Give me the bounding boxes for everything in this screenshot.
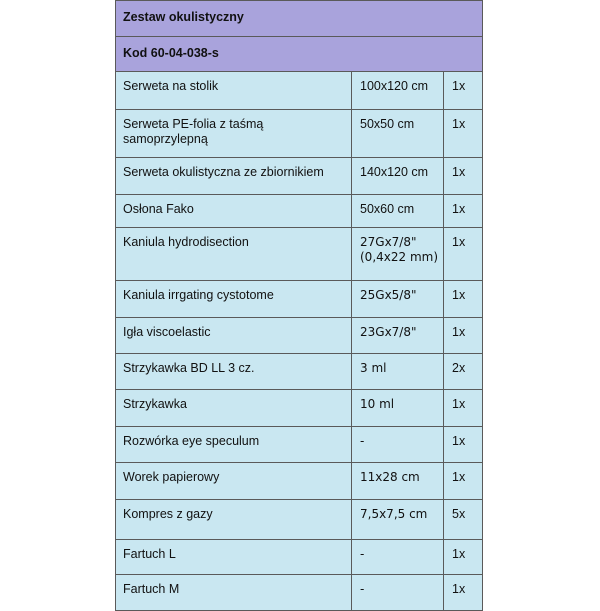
table-row	[116, 72, 483, 110]
kit-code-row	[116, 37, 483, 72]
table-row	[116, 575, 483, 611]
kit-code: Kod 60-04-038-s	[116, 37, 483, 72]
item-name: Worek papierowy	[116, 463, 352, 500]
item-qty: 1x	[444, 158, 483, 195]
item-size: 140x120 cm	[352, 158, 444, 195]
table-row	[116, 390, 483, 427]
item-qty: 1x	[444, 427, 483, 463]
table-row	[116, 158, 483, 195]
item-qty: 1x	[444, 228, 483, 281]
item-name: Fartuch M	[116, 575, 352, 611]
item-name: Serweta PE-folia z taśmą samoprzylepną	[116, 110, 352, 158]
item-size: 10 ml	[352, 390, 444, 427]
item-qty: 1x	[444, 463, 483, 500]
table-row	[116, 110, 483, 158]
item-size: 100x120 cm	[352, 72, 444, 110]
kit-title: Zestaw okulistyczny	[116, 1, 483, 37]
item-size: 50x60 cm	[352, 195, 444, 228]
item-name: Strzykawka	[116, 390, 352, 427]
item-name: Serweta na stolik	[116, 72, 352, 110]
kit-title-row	[116, 1, 483, 37]
item-qty: 1x	[444, 195, 483, 228]
item-qty: 1x	[444, 110, 483, 158]
kit-table	[115, 0, 483, 611]
item-size: 3 ml	[352, 354, 444, 390]
table-row	[116, 500, 483, 540]
item-name: Kaniula hydrodisection	[116, 228, 352, 281]
item-name: Fartuch L	[116, 540, 352, 575]
item-qty: 1x	[444, 540, 483, 575]
item-name: Rozwórka eye speculum	[116, 427, 352, 463]
table-row	[116, 195, 483, 228]
item-name: Kompres z gazy	[116, 500, 352, 540]
table-row	[116, 463, 483, 500]
item-size: 7,5x7,5 cm	[352, 500, 444, 540]
item-qty: 1x	[444, 281, 483, 318]
item-size: 23Gx7/8"	[352, 318, 444, 354]
kit-table-container	[115, 0, 482, 611]
item-size: 11x28 cm	[352, 463, 444, 500]
item-qty: 1x	[444, 318, 483, 354]
table-row	[116, 281, 483, 318]
table-row	[116, 228, 483, 281]
item-qty: 2x	[444, 354, 483, 390]
item-size: 25Gx5/8"	[352, 281, 444, 318]
item-name: Kaniula irrgating cystotome	[116, 281, 352, 318]
table-row	[116, 318, 483, 354]
item-name: Strzykawka BD LL 3 cz.	[116, 354, 352, 390]
item-qty: 1x	[444, 390, 483, 427]
item-name: Igła viscoelastic	[116, 318, 352, 354]
item-size: 27Gx7/8" (0,4x22 mm)	[352, 228, 444, 281]
table-row	[116, 354, 483, 390]
item-size: -	[352, 575, 444, 611]
item-name: Osłona Fako	[116, 195, 352, 228]
item-qty: 5x	[444, 500, 483, 540]
table-row	[116, 540, 483, 575]
table-row	[116, 427, 483, 463]
item-qty: 1x	[444, 575, 483, 611]
item-size: -	[352, 427, 444, 463]
item-qty: 1x	[444, 72, 483, 110]
item-name: Serweta okulistyczna ze zbiornikiem	[116, 158, 352, 195]
item-size: -	[352, 540, 444, 575]
item-size: 50x50 cm	[352, 110, 444, 158]
